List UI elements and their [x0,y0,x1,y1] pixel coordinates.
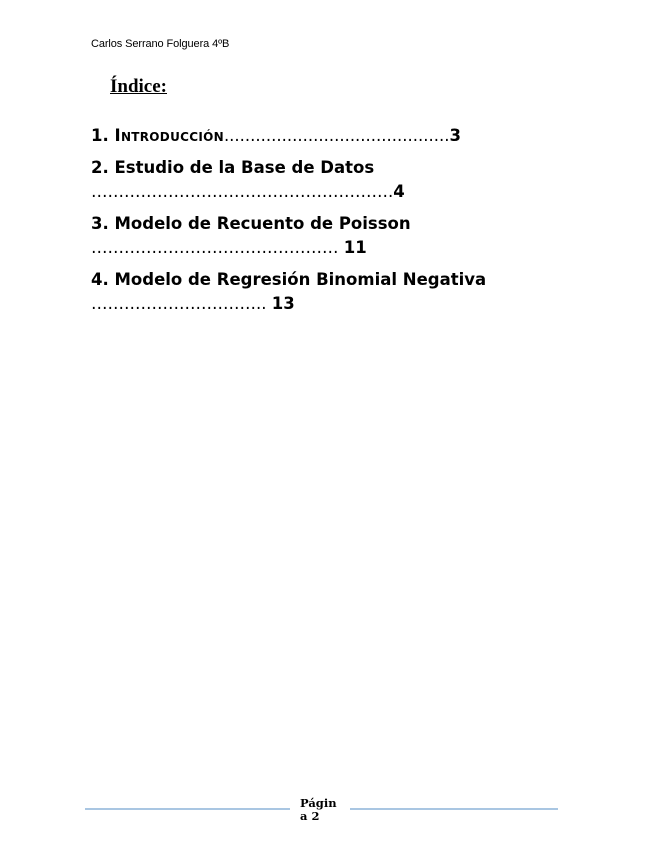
toc-entry-leader: ………………………………………………. [91,182,394,201]
toc-entry-page: 4 [393,182,405,201]
toc-entry-title: Modelo de Recuento de Poisson [114,214,411,233]
toc-entry-estudio-base-datos[interactable] [91,156,561,204]
toc-entry-modelo-poisson[interactable] [91,212,561,260]
toc-entry-number: 4. [91,270,109,289]
page-number-label [300,797,348,823]
document-header-author: Carlos Serrano Folguera 4ºB [91,38,230,50]
footer-rule-right [350,808,558,810]
toc-entry-leader: ………………………….. [91,294,272,313]
page-label-line2: a 2 [300,809,320,823]
toc-entry-modelo-binomial-negativa[interactable] [91,268,561,316]
toc-entry-number: 2. [91,158,109,177]
footer-rule-left [85,808,290,810]
toc-entry-page: 13 [271,294,295,313]
index-title: Índice: [110,76,167,97]
page-label-line1: Págin [300,796,337,810]
toc-entry-number: 3. [91,214,109,233]
toc-entry-leader: ........................................... [223,126,450,145]
toc-entry-title: Modelo de Regresión Binomial Negativa [114,270,487,289]
toc-entry-title: Estudio de la Base de Datos [114,158,375,177]
toc-entry-title: Introducción [114,126,224,145]
toc-entry-introduccion[interactable] [91,124,561,148]
table-of-contents [91,124,561,324]
toc-entry-page: 11 [343,238,367,257]
toc-entry-page: 3 [449,126,461,145]
toc-entry-number: 1. [91,126,109,145]
toc-entry-leader: ……………………………………… [91,238,344,257]
